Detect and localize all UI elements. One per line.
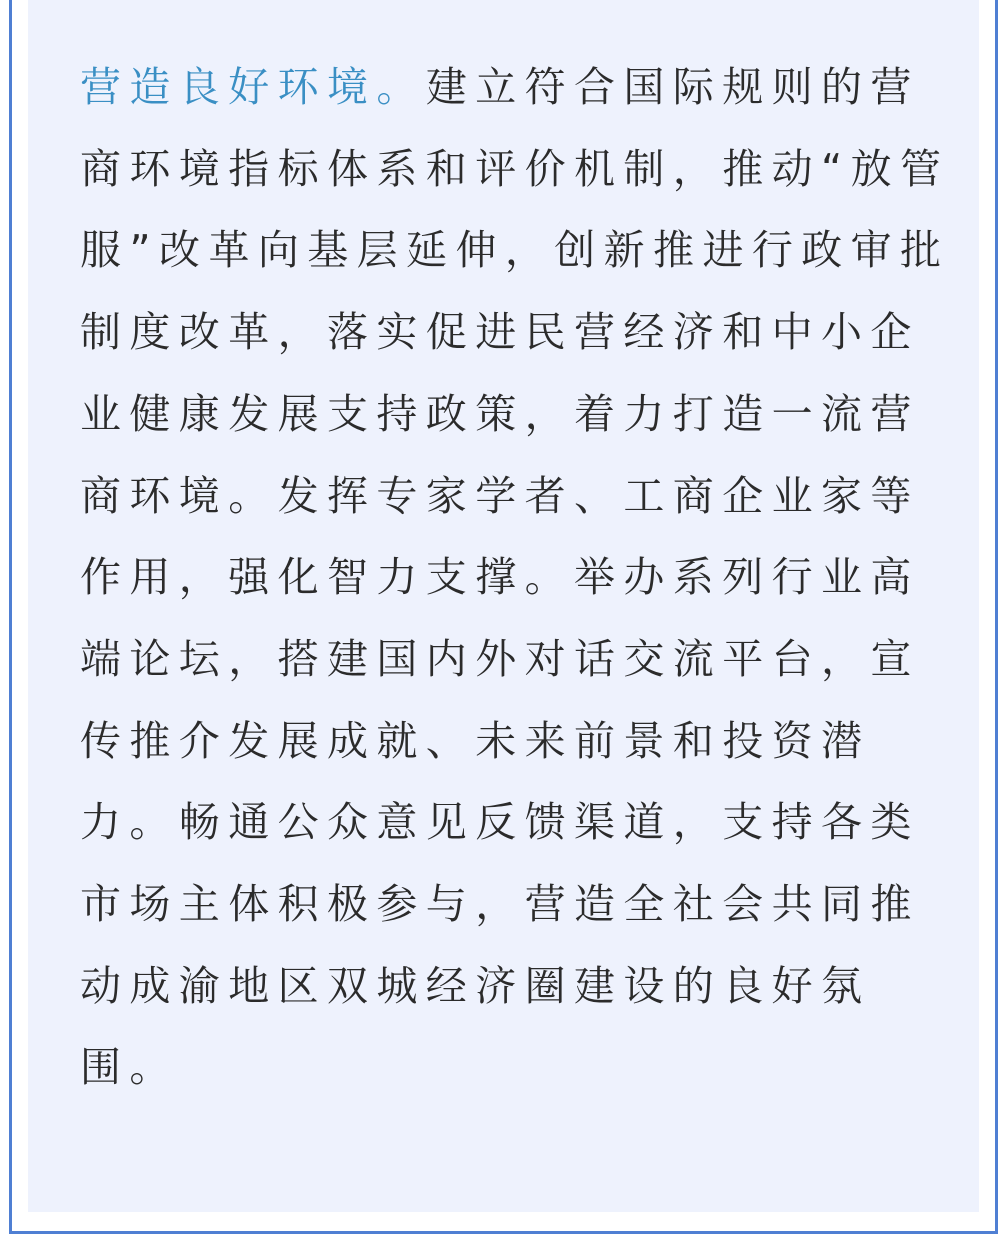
paragraph-line-3: 服”改革向基层延伸，创新推进行政审批 — [80, 226, 950, 275]
paragraph-line-5: 业健康发展支持政策，着力打造一流营 — [80, 389, 920, 438]
paragraph-line-11: 市场主体积极参与，营造全社会共同推 — [80, 880, 920, 929]
paragraph-line-7: 作用，强化智力支撑。举办系列行业高 — [80, 553, 920, 602]
section-heading: 营造良好环境。 — [80, 63, 426, 111]
paragraph-text: 建立符合国际规则的营 — [425, 63, 920, 111]
article-paragraph — [80, 47, 950, 1109]
paragraph-line-1 — [80, 47, 930, 129]
paragraph-line-6: 商环境。发挥专家学者、工商企业家等 — [80, 471, 920, 520]
paragraph-line-2: 商环境指标体系和评价机制，推动“放管 — [80, 144, 950, 193]
paragraph-line-9: 传推介发展成就、未来前景和投资潜 — [80, 716, 871, 765]
paragraph-line-12: 动成渝地区双城经济圈建设的良好氛 — [80, 961, 871, 1010]
paragraph-line-4: 制度改革，落实促进民营经济和中小企 — [80, 308, 920, 357]
paragraph-line-8: 端论坛，搭建国内外对话交流平台，宣 — [80, 634, 920, 683]
paragraph-line-10: 力。畅通公众意见反馈渠道，支持各类 — [80, 798, 920, 847]
paragraph-line-13: 围。 — [80, 1043, 179, 1092]
